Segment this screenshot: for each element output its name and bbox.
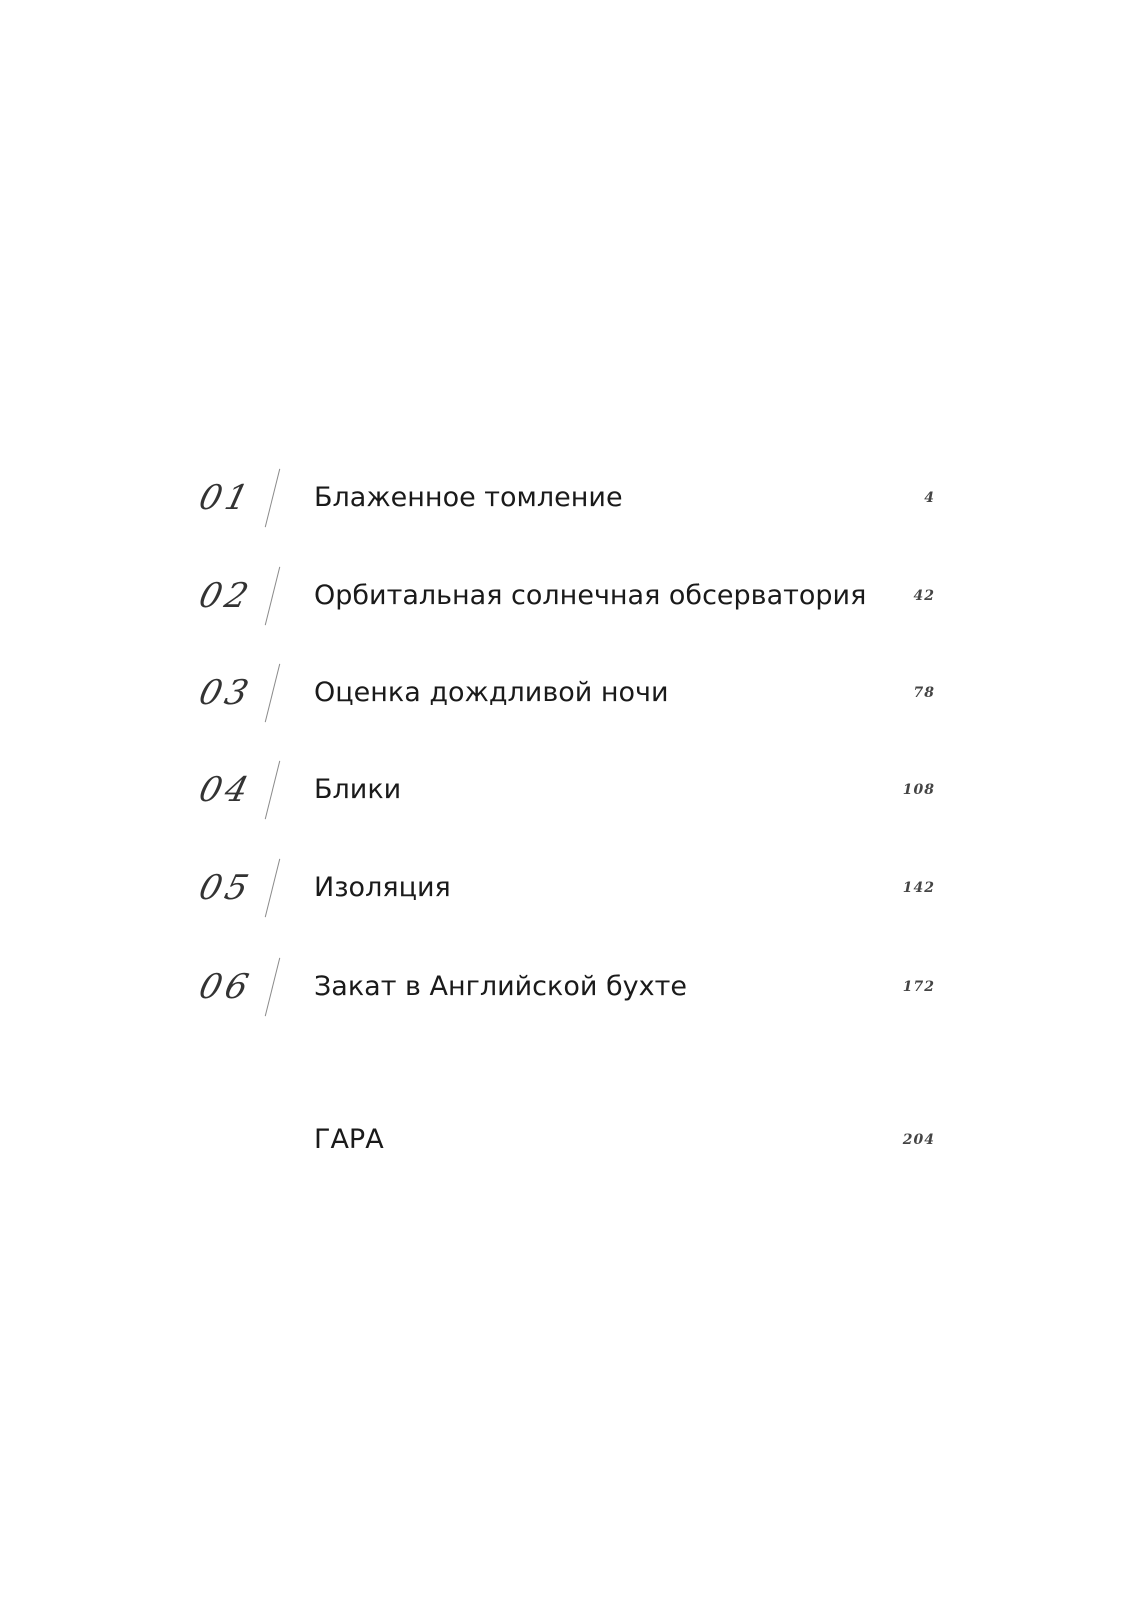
page-number: 172 [902, 979, 935, 995]
page-number: 142 [902, 880, 935, 896]
chapter-title: Орбитальная солнечная обсерватория [314, 580, 867, 611]
chapter-title: Закат в Английской бухте [314, 971, 687, 1002]
toc-entry-05 [190, 860, 950, 930]
chapter-title: Блаженное томление [314, 482, 623, 513]
chapter-number: 04 [195, 770, 257, 810]
chapter-number: 05 [195, 868, 257, 908]
page-number: 78 [913, 685, 935, 701]
page-number: 4 [924, 490, 935, 506]
toc-entry-04 [190, 762, 950, 832]
page-number: 204 [902, 1132, 935, 1148]
chapter-title: Блики [314, 774, 402, 805]
toc-entry-01 [190, 470, 950, 540]
page-number: 42 [913, 588, 935, 604]
chapter-title: Изоляция [314, 872, 451, 903]
chapter-number: 01 [195, 478, 257, 518]
chapter-title: Оценка дождливой ночи [314, 677, 669, 708]
chapter-number: 03 [195, 673, 257, 713]
toc-entry-02 [190, 568, 950, 638]
page-number: 108 [902, 782, 935, 798]
toc-entry-03 [190, 665, 950, 735]
toc-entry-06 [190, 959, 950, 1029]
afterword-title: ГАРА [314, 1124, 384, 1155]
toc-entry-afterword [190, 1112, 950, 1182]
chapter-number: 06 [195, 967, 257, 1007]
chapter-number: 02 [195, 576, 257, 616]
